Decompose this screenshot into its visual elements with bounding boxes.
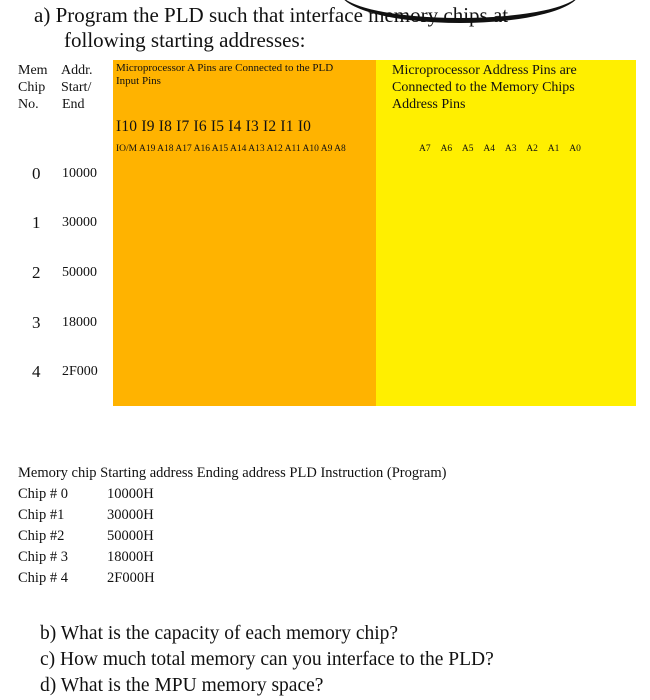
pld-input-pins-header: Microprocessor A Pins are Connected to the PLD Input Pins bbox=[116, 62, 334, 87]
mem-chip-no-header: Mem Chip No. bbox=[18, 63, 48, 112]
question-b: b) What is the capacity of each memory chip? bbox=[40, 623, 399, 644]
chip-number: 4 bbox=[32, 362, 41, 381]
chip-start-address: 50000 bbox=[62, 265, 97, 280]
table-row-chip: Chip # 3 bbox=[18, 549, 68, 565]
chip-start-address: 30000 bbox=[62, 215, 97, 230]
memory-address-pins-header: Microprocessor Address Pins are Connected to the Memory Chips Address Pins bbox=[392, 63, 577, 112]
table-row-start: 50000H bbox=[107, 528, 154, 544]
question-d: d) What is the MPU memory space? bbox=[40, 675, 324, 696]
pld-input-labels: I10 I9 I8 I7 I6 I5 I4 I3 I2 I1 I0 bbox=[116, 118, 312, 135]
question-a-line2: following starting addresses: bbox=[64, 28, 306, 52]
chip-start-address: 18000 bbox=[62, 315, 97, 330]
table-row-start: 18000H bbox=[107, 549, 154, 565]
question-a-line1: a) Program the PLD such that interface memory chips at bbox=[34, 3, 509, 27]
addr-start-end-header: Addr. Start/ End bbox=[61, 63, 93, 112]
chip-number: 2 bbox=[32, 263, 41, 282]
chip-start-address: 10000 bbox=[62, 166, 97, 181]
table-row-chip: Chip # 0 bbox=[18, 486, 68, 502]
chip-number: 1 bbox=[32, 213, 41, 232]
table-row-start: 2F000H bbox=[107, 570, 155, 586]
chip-number: 0 bbox=[32, 164, 41, 183]
table-row-chip: Chip #1 bbox=[18, 507, 65, 523]
address-lines-upper: IO/M A19 A18 A17 A16 A15 A14 A13 A12 A11 A10 A9 A8 bbox=[116, 144, 346, 154]
table-row-chip: Chip #2 bbox=[18, 528, 65, 544]
table-row-chip: Chip # 4 bbox=[18, 570, 68, 586]
question-c: c) How much total memory can you interface to the PLD? bbox=[40, 649, 494, 670]
question-a bbox=[34, 3, 508, 53]
chip-start-address: 2F000 bbox=[62, 364, 98, 379]
table-row-start: 30000H bbox=[107, 507, 154, 523]
program-table-header: Memory chip Starting address Ending address PLD Instruction (Program) bbox=[18, 465, 447, 481]
address-lines-lower: A7 A6 A5 A4 A3 A2 A1 A0 bbox=[419, 144, 581, 154]
pld-input-region bbox=[113, 60, 376, 406]
chip-number: 3 bbox=[32, 313, 41, 332]
table-row-start: 10000H bbox=[107, 486, 154, 502]
